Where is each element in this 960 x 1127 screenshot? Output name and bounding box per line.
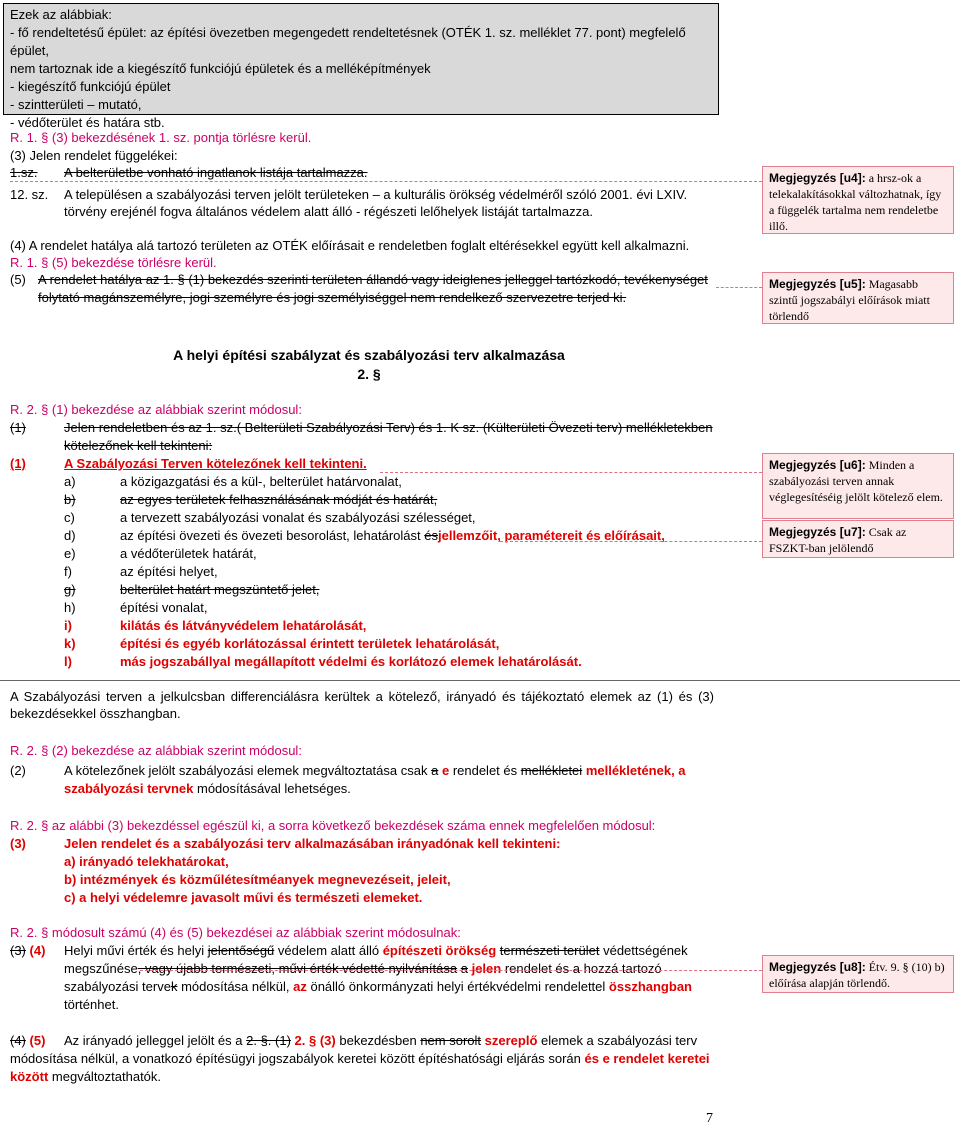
list-key: d) xyxy=(64,528,76,543)
paragraph-5-line-1 xyxy=(64,1032,697,1049)
paragraph-2-line-2 xyxy=(64,780,351,797)
text: A kötelezőnek jelölt szabályozási elemek megváltoztatása csak xyxy=(64,763,428,778)
paragraph-3: (3) Jelen rendelet függelékei: xyxy=(10,148,178,163)
list-item: más jogszabállyal megállapított védelmi és korlátozó elemek lehatárolását. xyxy=(120,654,582,669)
paragraph-2-line-1 xyxy=(64,762,686,779)
old-number: (4) xyxy=(10,1033,26,1048)
text: rendelet és a hozzá tartozó xyxy=(504,961,662,976)
comment-connector xyxy=(500,541,762,542)
intro-line: Ezek az alábbiak: xyxy=(10,7,112,22)
inserted-word: között xyxy=(10,1069,49,1084)
intro-line: - fő rendeltetésű épület: az építési övezetben megengedett rendeltetésnek (OTÉK 1. sz. melléklet 77. pont) megfelelő épület, xyxy=(10,25,686,58)
text: szabályozási terve xyxy=(64,979,171,994)
paragraph-2-num: (2) xyxy=(10,763,26,778)
amendment-note: R. 1. § (5) bekezdése törlésre kerül. xyxy=(10,255,217,270)
inserted-text: építészeti örökség xyxy=(382,943,497,958)
text: megváltoztathatók. xyxy=(51,1069,162,1084)
inserted-text: 2. § (3) xyxy=(294,1033,336,1048)
text: módosításával lehetséges. xyxy=(196,781,351,796)
deleted-word: mellékletei xyxy=(520,763,583,778)
comment-label: Megjegyzés [u4]: xyxy=(769,171,866,185)
text: védelem alatt álló xyxy=(277,943,380,958)
text: védettségének xyxy=(603,943,688,958)
text: önálló önkormányzati helyi értékvédelmi rendelettel xyxy=(310,979,606,994)
intro-line: - szintterületi – mutató, xyxy=(10,97,142,112)
list-item: kilátás és látványvédelem lehatárolását, xyxy=(120,618,367,633)
appendix-1-num: 1.sz. xyxy=(10,165,38,180)
list-key: i) xyxy=(64,618,72,633)
list-key: f) xyxy=(64,564,72,579)
old-paragraph-1-line-1: Jelen rendeletben és az 1. sz.( Belterületi Szabályozási Terv) és 1. K sz. (Külterületi Övezeti terv) mellékletekben xyxy=(64,420,713,435)
list-item: a közigazgatási és a kül-, belterület határvonalat, xyxy=(120,474,402,489)
deleted-word: és xyxy=(424,528,438,543)
amendment-note: R. 2. § (1) bekezdése az alábbiak szerint módosul: xyxy=(10,402,302,417)
new-number: (5) xyxy=(29,1033,46,1048)
text: Helyi művi érték és helyi xyxy=(64,943,205,958)
appendix-2-line-1: A településen a szabályozási terven jelölt területeken – a kulturális örökség védelméről szóló 2001. évi LXIV. xyxy=(64,187,688,202)
amendment-note: R. 2. § módosult számú (4) és (5) bekezdései az alábbiak szerint módosulnak: xyxy=(10,925,461,940)
list-key: c) xyxy=(64,510,75,525)
amendment-note: R. 2. § az alábbi (3) bekezdéssel egészül ki, a sorra következő bekezdések száma ennek megfelelően módosul: xyxy=(10,818,656,833)
comment-connector xyxy=(716,287,762,288)
comment-text: Minden a szabályozási terven annak véglegesítéséig jelölt kötelező elem. xyxy=(769,458,943,504)
paragraph-5-line-2: folytató magánszemélyre, jogi személyre és jogi személyiséggel nem rendelkező szervezetre terjed ki. xyxy=(38,290,627,305)
paragraph-3-item: b) intézmények és közműlétesítméanyek megnevezéseit, jeleit, xyxy=(64,872,451,887)
old-paragraph-1-line-2: kötelezőnek kell tekinteni: xyxy=(64,438,213,453)
paragraph-3-item: a) irányadó telekhatárokat, xyxy=(64,854,229,869)
paragraph-4-line-1 xyxy=(64,942,688,959)
inserted-word: összhangban xyxy=(608,979,692,994)
list-key: e) xyxy=(64,546,76,561)
comment-label: Megjegyzés [u6]: xyxy=(769,458,866,472)
list-key: l) xyxy=(64,654,72,669)
comment-u5[interactable] xyxy=(762,272,954,324)
text: rendelet és xyxy=(452,763,518,778)
list-item: a tervezett szabályozási vonalat és szabályozási szélességet, xyxy=(120,510,476,525)
intro-line: - védőterület és határa stb. xyxy=(10,115,165,130)
new-paragraph-1-num: (1) xyxy=(10,456,26,471)
paragraph-5-line-1: A rendelet hatálya az 1. § (1) bekezdés szerinti területen állandó vagy ideiglenes jelleggel tartózkodó, tevékenységet xyxy=(38,272,708,287)
amendment-note: R. 2. § (2) bekezdése az alábbiak szerint módosul: xyxy=(10,743,302,758)
comment-u6[interactable] xyxy=(762,453,954,519)
comment-text: a hrsz-ok a telekalakításokkal változhatnak, így a függelék tartalma nem rendeletbe illő. xyxy=(769,171,942,233)
list-item-text: az építési övezeti és övezeti besorolást, lehatárolást xyxy=(120,528,421,543)
inserted-word: e xyxy=(441,763,450,778)
paragraph-3-item: c) a helyi védelemre javasolt művi és természeti elemeket. xyxy=(64,890,423,905)
paragraph-4-num xyxy=(10,942,45,959)
inserted-text: mellékletének, a xyxy=(585,763,686,778)
list-key: a) xyxy=(64,474,76,489)
paragraph-4: (4) A rendelet hatálya alá tartozó területen az OTÉK előírásait e rendeletben foglalt eltérésekkel együtt kell alkalmazni. xyxy=(10,238,690,253)
deleted-text: természeti terület xyxy=(499,943,600,958)
appendix-2-line-2: törvény erejénél fogva általános védelem alatt álló - régészeti lelőhelyek listáját tartalmazza. xyxy=(64,204,593,219)
comment-connector xyxy=(380,472,762,473)
text: módosítása nélkül, a vonatkozó építésügyi jogszabályok keretei között építéshatósági eljárás során xyxy=(10,1051,581,1066)
paragraph-5-num xyxy=(10,1032,45,1049)
paragraph-4-line-2 xyxy=(64,960,662,977)
comment-text: Csak az FSZKT-ban jelölendő xyxy=(769,525,907,555)
deleted-word: a xyxy=(431,763,439,778)
amendment-note: R. 1. § (3) bekezdésének 1. sz. pontja törlésre kerül. xyxy=(10,130,312,145)
paragraph-4-line-4: történhet. xyxy=(64,997,119,1012)
comment-u7[interactable] xyxy=(762,520,954,558)
comment-text: Étv. 9. § (10) b) előírása alapján törlendő. xyxy=(769,960,945,990)
section-title: A helyi építési szabályzat és szabályozási terv alkalmazása xyxy=(173,347,565,363)
list-item: építési és egyéb korlátozással érintett területek lehatárolását, xyxy=(120,636,500,651)
section-number: 2. § xyxy=(357,366,381,382)
comment-label: Megjegyzés [u7]: xyxy=(769,525,866,539)
deleted-text: , vagy újabb természeti, művi érték védetté nyilvánítása xyxy=(137,961,458,976)
text: módosítása nélkül, xyxy=(181,979,290,994)
old-paragraph-1-num: (1) xyxy=(10,420,26,435)
paragraph-4-line-3 xyxy=(64,978,692,995)
inserted-text: jellemzőit, paramétereit és előírásait, xyxy=(437,528,665,543)
text: elemek a szabályozási terv xyxy=(541,1033,698,1048)
inserted-text: szabályozási tervnek xyxy=(64,781,194,796)
comment-u8[interactable] xyxy=(762,955,954,993)
deleted-text: 2. §. (1) xyxy=(246,1033,291,1048)
old-number: (3) xyxy=(10,943,26,958)
comment-connector xyxy=(140,970,762,971)
list-item: a védőterületek határát, xyxy=(120,546,257,561)
inserted-text: és e rendelet keretei xyxy=(584,1051,710,1066)
new-number: (4) xyxy=(29,943,46,958)
inserted-word: az xyxy=(293,979,307,994)
divider xyxy=(0,680,960,681)
list-key: k) xyxy=(64,636,76,651)
comment-label: Megjegyzés [u8]: xyxy=(769,960,866,974)
list-key: b) xyxy=(64,492,76,507)
text: megszűnése xyxy=(64,961,138,976)
paragraph-5-num: (5) xyxy=(10,272,26,287)
intro-line: - kiegészítő funkciójú épület xyxy=(10,79,171,94)
list-item: belterület határt megszüntető jelet, xyxy=(120,582,320,597)
deleted-word: a xyxy=(460,961,468,976)
text: bekezdésben xyxy=(339,1033,417,1048)
comment-connector xyxy=(10,181,762,182)
new-paragraph-1-text: A Szabályozási Terven kötelezőnek kell tekinteni. xyxy=(64,456,367,471)
paragraph-5-line-3 xyxy=(10,1068,161,1085)
intro-line: nem tartoznak ide a kiegészítő funkciójú épületek és a melléképítmények xyxy=(10,61,431,76)
comment-u4[interactable] xyxy=(762,166,954,234)
deleted-text: nem sorolt xyxy=(420,1033,482,1048)
appendix-1-text: A belterületbe vonható ingatlanok listája tartalmazza. xyxy=(64,165,368,180)
paragraph-3-text: Jelen rendelet és a szabályozási terv alkalmazásában irányadónak kell tekinteni: xyxy=(64,836,561,851)
text: Az irányadó jelleggel jelölt és a xyxy=(64,1033,243,1048)
comment-label: Megjegyzés [u5]: xyxy=(769,277,866,291)
deleted-word: jelentőségű xyxy=(207,943,275,958)
list-item: az építési helyet, xyxy=(120,564,218,579)
list-key: g) xyxy=(64,582,76,597)
inserted-word: jelen xyxy=(471,961,502,976)
paragraph-3-num: (3) xyxy=(10,836,26,851)
page-number: 7 xyxy=(706,1111,713,1126)
list-item: az egyes területek felhasználásának módját és határát, xyxy=(120,492,438,507)
intro-box xyxy=(3,3,719,130)
explanation-paragraph: A Szabályozási terven a jelkulcsban differenciálásra kerültek a kötelező, irányadó és tájékoztató elemek az (1) és (3) bekezdésekkel összhangban. xyxy=(10,689,714,721)
appendix-2-num: 12. sz. xyxy=(10,187,49,202)
deleted-text: k xyxy=(170,979,178,994)
paragraph-5-line-2 xyxy=(10,1050,710,1067)
list-key: h) xyxy=(64,600,76,615)
list-item: építési vonalat, xyxy=(120,600,208,615)
inserted-word: szereplő xyxy=(484,1033,538,1048)
comment-text: Magasabb szintű jogszabályi előírások miatt törlendő xyxy=(769,277,930,323)
